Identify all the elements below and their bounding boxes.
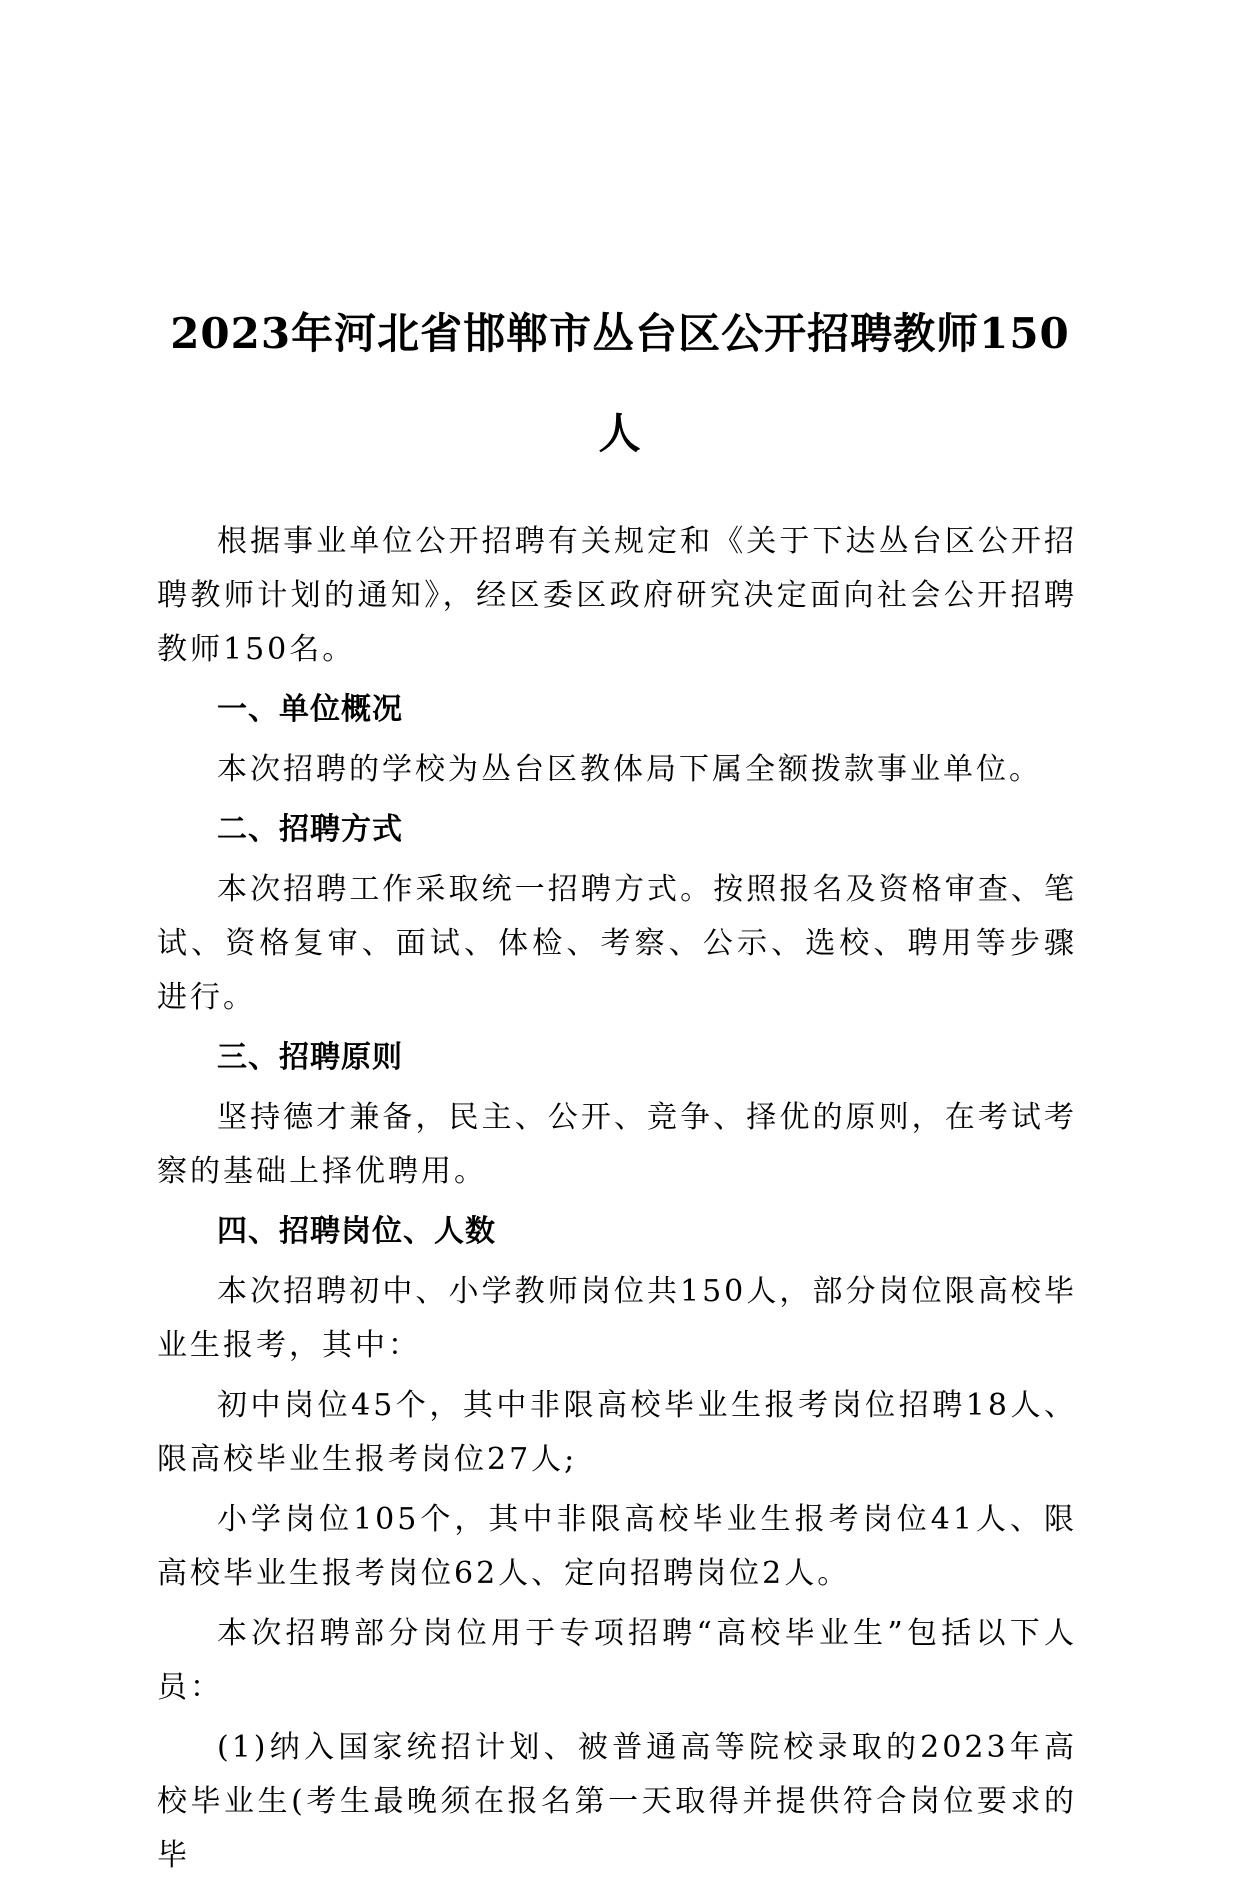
section-heading-unit-overview: 一、单位概况 — [217, 692, 403, 727]
section-heading-recruitment-method: 二、招聘方式 — [217, 812, 403, 847]
primary-positions-paragraph: 小学岗位105个，其中非限高校毕业生报考岗位41人、限高校毕业生报考岗位62人、定向招聘岗位2人。 — [157, 1502, 1077, 1591]
section-heading-recruitment-principle: 三、招聘原则 — [217, 1040, 403, 1075]
section-heading-positions: 四、招聘岗位、人数 — [217, 1214, 496, 1249]
special-recruitment-paragraph: 本次招聘部分岗位用于专项招聘“高校毕业生”包括以下人员： — [157, 1616, 1077, 1705]
unit-overview-paragraph: 本次招聘的学校为丛台区教体局下属全额拨款事业单位。 — [217, 752, 1042, 787]
recruitment-method-paragraph: 本次招聘工作采取统一招聘方式。按照报名及资格审查、笔试、资格复审、面试、体检、考察、公示、选校、聘用等步骤进行。 — [157, 872, 1077, 1015]
intro-paragraph: 根据事业单位公开招聘有关规定和《关于下达丛台区公开招聘教师计划的通知》，经区委区政府研究决定面向社会公开招聘教师150名。 — [157, 524, 1077, 667]
positions-paragraph: 本次招聘初中、小学教师岗位共150人，部分岗位限高校毕业生报考，其中： — [157, 1274, 1077, 1363]
document-title-line-1: 2023年河北省邯郸市丛台区公开招聘教师150 — [170, 309, 1070, 358]
document-body — [157, 515, 1077, 1889]
document-title-line-2: 人 — [598, 409, 642, 458]
recruitment-principle-paragraph: 坚持德才兼备，民主、公开、竞争、择优的原则，在考试考察的基础上择优聘用。 — [157, 1100, 1077, 1189]
junior-high-positions-paragraph: 初中岗位45个，其中非限高校毕业生报考岗位招聘18人、限高校毕业生报考岗位27人; — [157, 1388, 1077, 1477]
graduate-definition-paragraph: (1)纳入国家统招计划、被普通高等院校录取的2023年高校毕业生(考生最晚须在报名第一天取得并提供符合岗位要求的毕 — [157, 1730, 1077, 1873]
